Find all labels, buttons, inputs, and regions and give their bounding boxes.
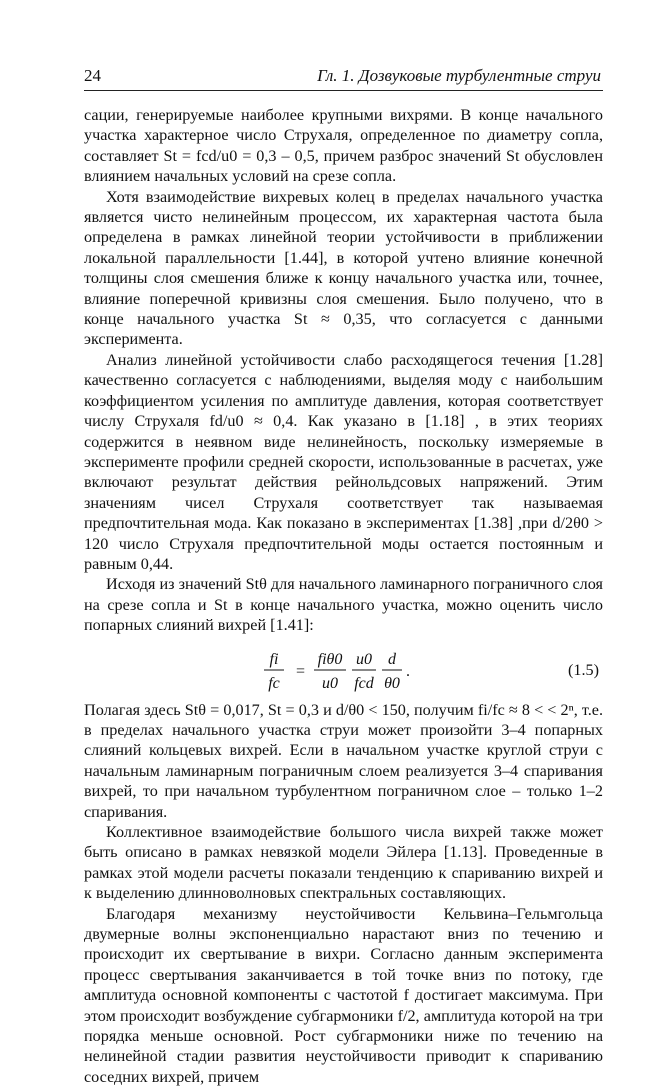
paragraph-5: Полагая здесь Stθ = 0,017, St = 0,3 и d/θ0 < 150, получим fi/fc ≈ 8 < < 2ⁿ, т.е. в пределах начального участка струи может произойти 3–4 попарных слияний кольцевых вихрей. Если в начальном участке круглой струи с начальным ламинарным пограничным слоем реализуется 3–4 спаривания вихрей, то при начальном турбулентном пограничном слое – только 1–2 спаривания. [84,700,603,821]
paragraph-1: сации, генерируемые наиболее крупными вихрями. В конце начального участка характерное число Струхаля, определенное по диаметру сопла, составляет St = fcd/u0 = 0,3 – 0,5, причем разброс значений St обусловлен влиянием начальных условий на срезе сопла. [84,106,603,186]
eq-rhs3-denominator: θ0 [384,674,400,692]
paragraph-3: Анализ линейной устойчивости слабо расходящегося течения [1.28] качественно согласуется с наблюдениями, выделяя моду с наибольшим коэффициентом усиления по амплитуде давления, которая соответствует числу Струхаля fd/u0 ≈ 0,4. Как указано в [1.18] , в этих теориях содержится в неявном виде нелинейность, поскольку измеряемые в эксперименте профили средней скорости, использованные в расчетах, уже включают результат действия рейнольдсовых напряжений. Этим значениям чисел Струхаля соответствует так называемая предпочтительная мода. Как показано в экспериментах [1.38] ,при d/2θ0 > 120 число Струхаля предпочтительной моды остается постоянным и равным 0,44. [84,350,603,573]
eq-period: . [406,662,410,680]
book-page [84,64,603,1087]
eq-lhs-numerator: fi [269,650,279,668]
eq-lhs-denominator: fc [268,674,280,692]
equation-number: (1.5) [567,660,599,679]
eq-rhs1-denominator: u0 [322,674,338,692]
paragraph-6: Коллективное взаимодействие большого числа вихрей также может быть описано в рамках невязкой модели Эйлера [1.13]. Проведенные в рамках этой модели расчеты показали тенденцию к спариванию вихрей и к выделению длинноволновых спектральных составляющих. [84,823,603,903]
equation-1-5 [84,640,603,698]
eq-rhs3-numerator: d [388,650,396,668]
page-body [84,105,603,1087]
paragraph-2: Хотя взаимодействие вихревых колец в пределах начального участка является чисто нелинейным процессом, их характерная частота была определена в рамках линейной теории устойчивости в приближении локальной параллельности [1.44], в которой учтено влияние конечной толщины слоя смешения ближе к концу начального участка или, точнее, влияние поперечной кривизны слоя смешения. Было получено, что в конце начального участка St ≈ 0,35, что согласуется с данными эксперимента. [84,187,603,349]
eq-rhs2-denominator: fcd [354,674,374,692]
equation-formula [264,646,484,694]
running-header [84,64,603,91]
paragraph-4: Исходя из значений Stθ для начального ламинарного пограничного слоя на срезе сопла и St в конце начального участка, можно оценить число попарных слияний вихрей [1.41]: [84,575,603,635]
eq-rhs1-numerator: fiθ0 [317,650,343,668]
eq-rhs2-numerator: u0 [356,650,372,668]
running-title: Гл. 1. Дозвуковые турбулентные струи [317,66,601,85]
page-number: 24 [84,66,101,85]
eq-equals-sign: = [296,662,306,680]
paragraph-7: Благодаря механизму неустойчивости Кельвина–Гельмгольца двумерные волны экспоненциально нарастают вниз по течению и происходит их свертывание в вихри. Согласно данным эксперимента процесс свертывания заканчивается в той точке вниз по потоку, где амплитуда основной компоненты с частотой f достигает максимума. При этом происходит возбуждение субгармоники f/2, амплитуда которой на три порядка меньше основной. Рост субгармоники ниже по течению на нелинейной стадии развития неустойчивости приводит к спариванию соседних вихрей, причем [84,904,603,1086]
